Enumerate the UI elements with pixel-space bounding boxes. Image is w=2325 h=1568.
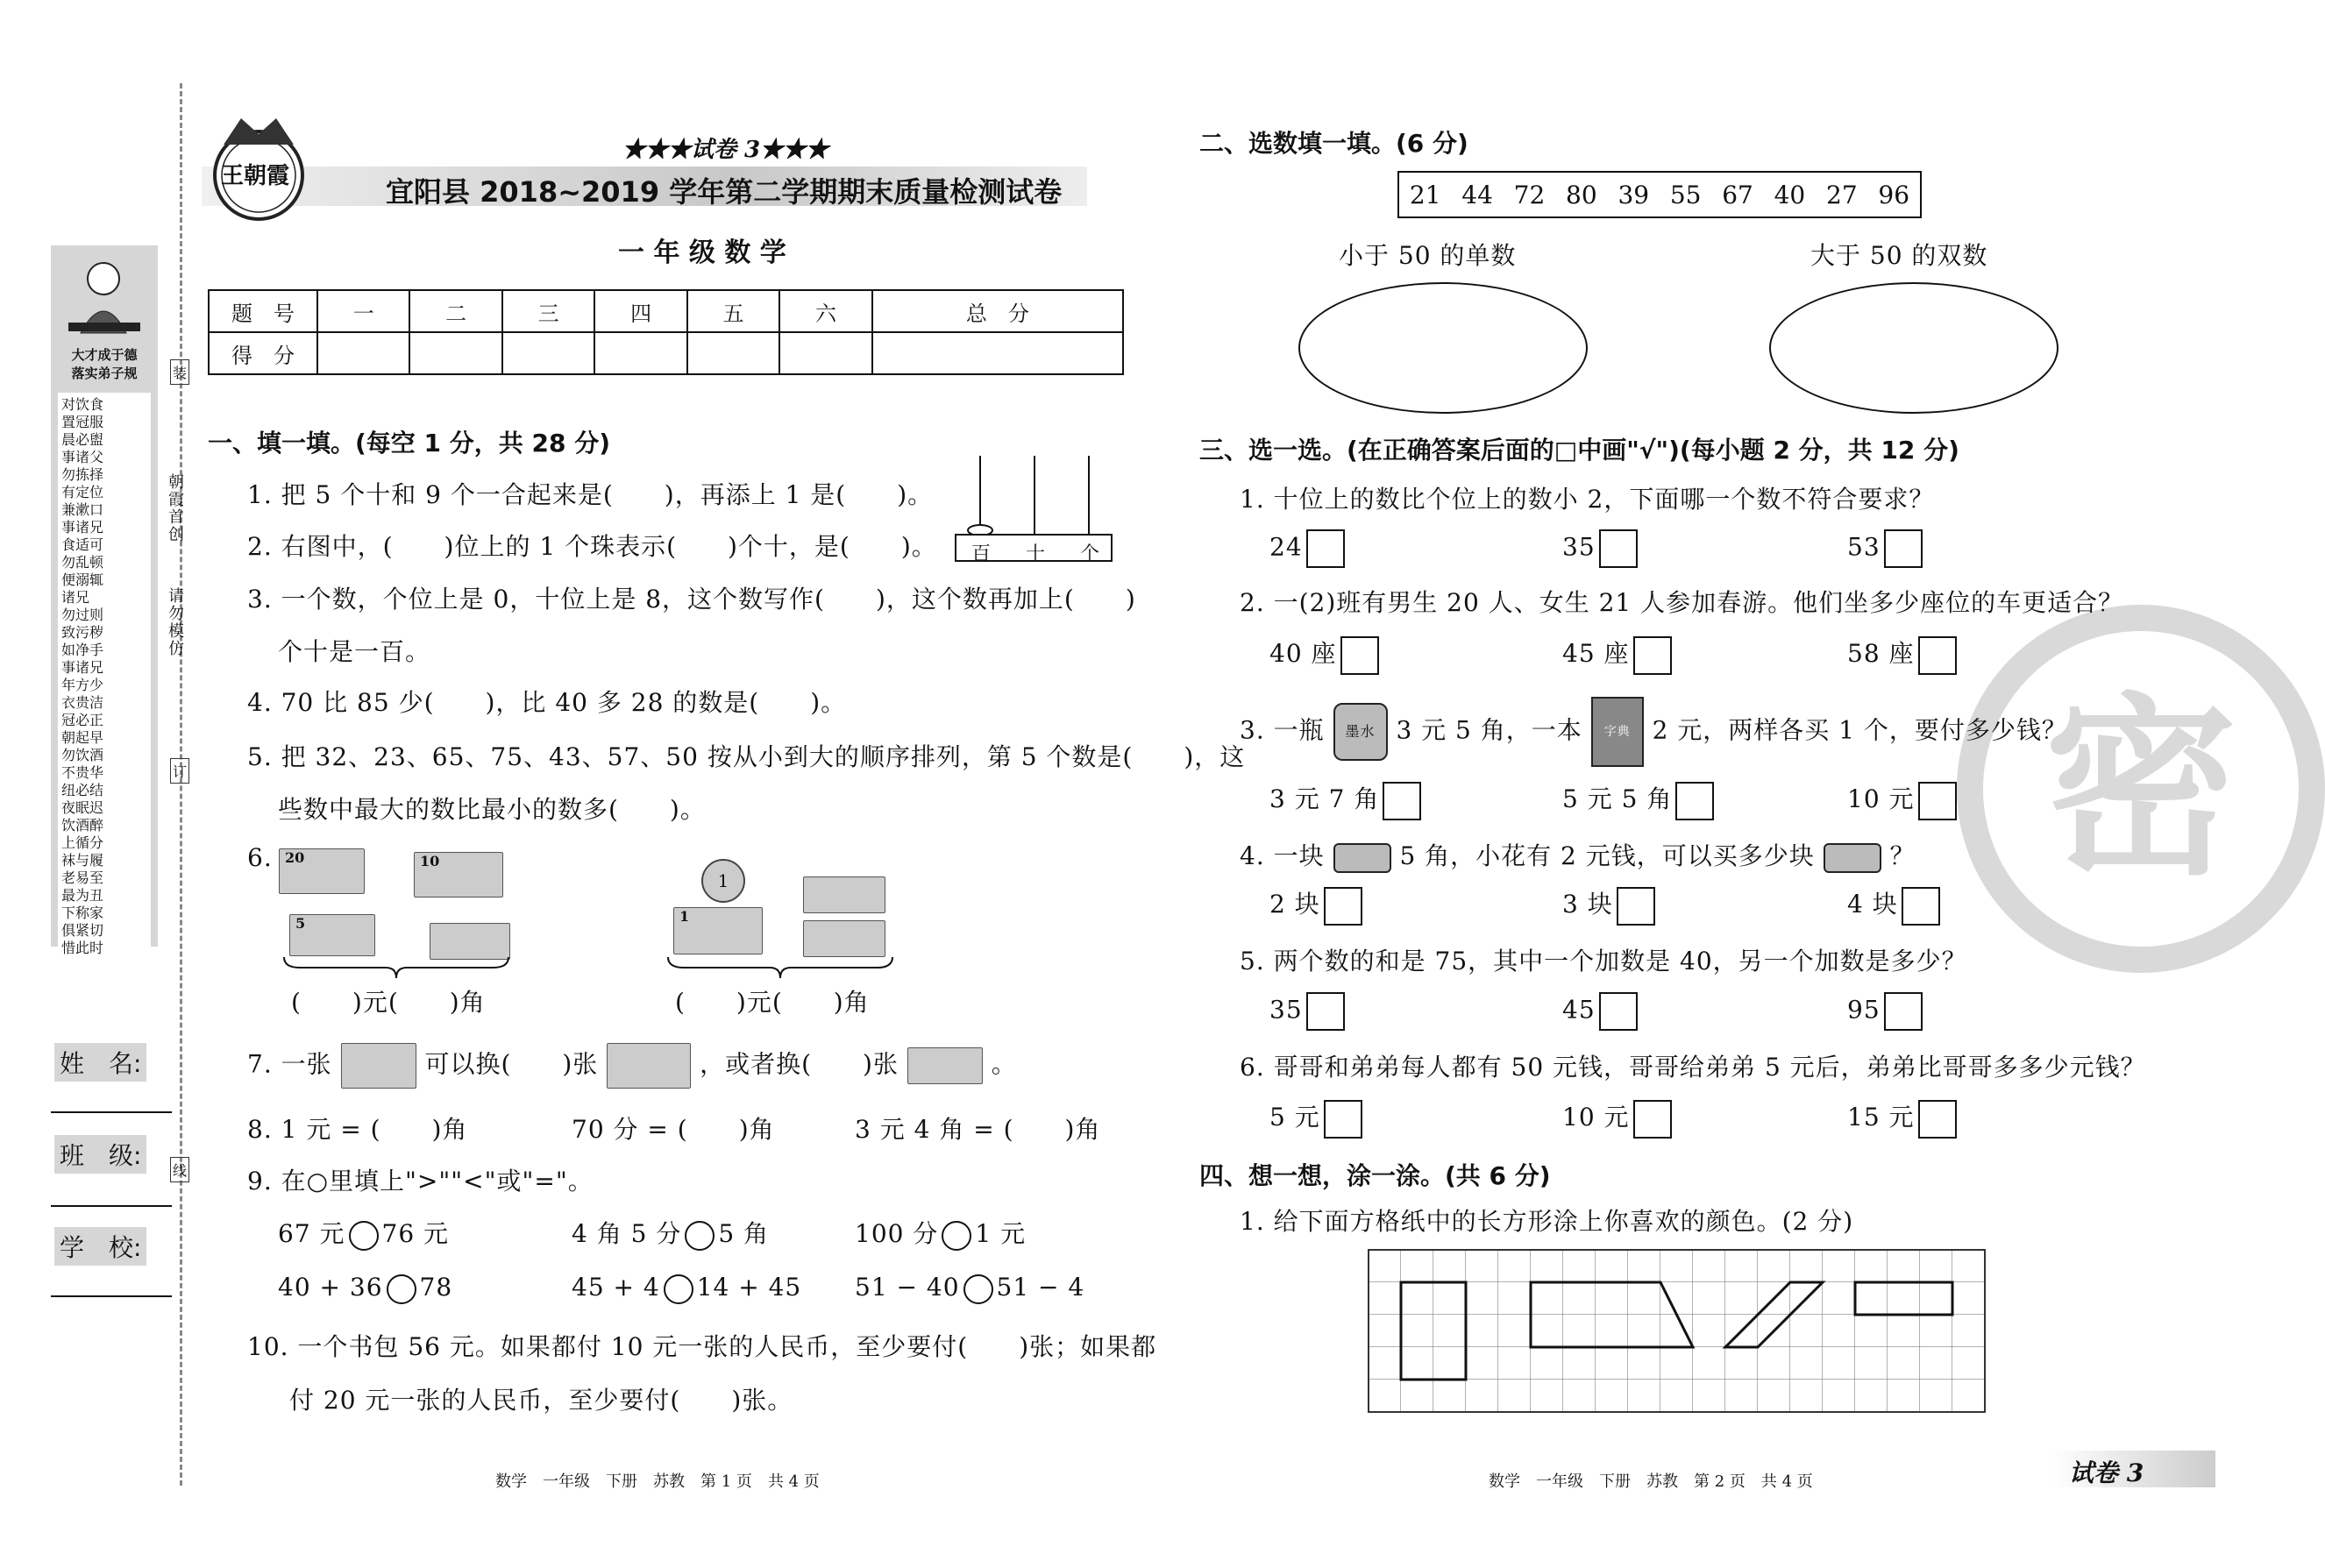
compare-left: 67 元 [278,1219,345,1248]
option [1847,992,1923,1031]
option-label: 3 块 [1562,890,1613,919]
score-header-row [209,290,1123,332]
section4-title: 四、想一想，涂一涂。(共 6 分) [1199,1161,1551,1190]
question-6-label: 6. [247,843,273,872]
option-label: 95 [1847,995,1881,1025]
banknote-5-icon [289,914,375,956]
ink-bottle-icon [1333,703,1388,761]
note-value: 1 [679,908,690,925]
margin-note: 请勿模仿 [166,587,184,657]
compare-left: 100 分 [855,1219,939,1248]
number-item: 40 [1774,180,1806,209]
question-3-line1: 3. 一个数，个位上是 0，十位上是 8，这个数写作( )，这个数再加上( ) [247,585,1136,614]
score-cell: 五 [687,290,779,332]
motto-line: 大才成于德 [71,347,138,363]
option-label: 5 元 [1269,1103,1320,1132]
compare-item [278,1273,452,1304]
proverb-block: 年方少 衣贵洁 冠必正 朝起早 [61,677,104,746]
score-cell: 一 [317,290,409,332]
paper-banner: ★★★试卷 3★★★ [622,137,829,163]
option [1847,529,1923,568]
motto-panel [51,245,158,956]
s3-question-6: 6. 哥哥和弟弟每人都有 50 元钱，哥哥给弟弟 5 元后，弟弟比哥哥多多少元钱？ [1240,1053,2146,1082]
question-10-line1: 10. 一个书包 56 元。如果都付 10 元一张的人民币，至少要付( )张；如果都 [247,1332,1157,1361]
banknote-small-icon [803,876,885,913]
option-label: 4 块 [1847,890,1898,919]
option-label: 2 块 [1269,890,1320,919]
q3-text: 2 元，两样各买 1 个，要付多少钱？ [1652,715,2067,745]
q3-text: 3. 一瓶 [1240,715,1325,745]
compare-right: 14 + 45 [696,1273,802,1302]
s3-question-2: 2. 一(2)班有男生 20 人、女生 21 人参加春游。他们坐多少座位的车更适合？ [1240,588,2124,617]
option [1562,780,1714,820]
compare-circle[interactable] [963,1274,993,1304]
score-input[interactable] [872,332,1123,374]
question-3-line2: 个十是一百。 [278,637,431,666]
option [1562,635,1672,675]
even-set-ellipse[interactable] [1769,282,2058,414]
q4-text: ？ [1889,841,1916,870]
banknote-small-icon [430,923,510,960]
compare-item [855,1215,1026,1251]
option-label: 35 [1269,995,1303,1025]
number-item: 67 [1722,180,1753,209]
score-cell: 题 号 [209,290,317,332]
compare-item [572,1215,769,1251]
question-2: 2. 右图中，( )位上的 1 个珠表示( )个十，是( )。 [247,532,937,561]
score-cell: 总 分 [872,290,1123,332]
answer-box[interactable] [1918,782,1957,820]
option [1269,529,1345,568]
s3-question-4 [1240,837,1916,873]
answer-box[interactable] [1306,529,1345,568]
question-6-answer-2: ( )元( )角 [675,988,870,1017]
compare-right: 1 元 [975,1219,1027,1248]
q3-text: 3 元 5 角，一本 [1396,715,1582,745]
option [1847,780,1957,820]
option [1269,1098,1362,1139]
compare-right: 5 角 [718,1219,770,1248]
compare-circle[interactable] [685,1221,715,1251]
number-strip [1397,171,1922,218]
proverb-block: 食适可 勿乱顿 便溺辄 诸兄 [61,536,104,606]
compare-left: 51 − 40 [855,1273,960,1302]
number-item: 72 [1513,180,1546,209]
option-label: 3 元 7 角 [1269,784,1380,813]
answer-box[interactable] [1884,529,1923,568]
question-10-line2: 付 20 元一张的人民币，至少要付( )张。 [289,1386,793,1415]
compare-right: 51 − 4 [996,1273,1085,1302]
number-item: 27 [1826,180,1858,209]
score-input[interactable] [687,332,779,374]
compare-left: 4 角 5 分 [572,1219,682,1248]
score-input[interactable] [409,332,501,374]
question-5-line2: 些数中最大的数比最小的数多( )。 [278,795,706,824]
footer-left: 数学 一年级 下册 苏教 第 1 页 共 4 页 [495,1472,820,1491]
s4-question-1: 1. 给下面方格纸中的长方形涂上你喜欢的颜色。(2 分) [1240,1207,1854,1236]
answer-box[interactable] [1918,1100,1957,1139]
question-9: 9. 在○里填上">""<"或"="。 [247,1167,594,1196]
class-field[interactable] [51,1205,172,1207]
cut-mark: 线 [170,1157,189,1182]
name-label: 姓 名: [54,1043,146,1082]
school-label: 学 校: [54,1227,146,1266]
banknote-10-icon [907,1047,983,1084]
question-8a: 8. 1 元 = ( )角 [247,1115,468,1144]
score-input[interactable] [779,332,871,374]
note-value: 20 [285,849,305,866]
option [1847,635,1957,675]
compare-item [278,1215,449,1251]
banknote-100-icon [341,1043,416,1089]
brace-icon [282,955,510,980]
eraser-icon [1333,843,1391,873]
odd-set-ellipse[interactable] [1298,282,1588,414]
binding-dashed-line [180,83,182,1486]
q7-text: 7. 一张 [247,1049,332,1079]
score-cell: 六 [779,290,871,332]
banknote-50-icon [607,1043,691,1089]
question-8b: 70 分 = ( )角 [572,1115,775,1144]
compare-circle[interactable] [349,1221,379,1251]
answer-box[interactable] [1918,636,1957,675]
option [1562,529,1638,568]
option-label: 10 元 [1847,784,1915,813]
s3-question-5: 5. 两个数的和是 75，其中一个加数是 40，另一个加数是多少？ [1240,947,1967,976]
coin-value: 1 [717,870,729,891]
q7-text: 可以换( )张 [424,1049,599,1079]
proverb-list [58,393,151,961]
score-value-row [209,332,1123,374]
option [1562,885,1655,926]
answer-box[interactable] [1617,887,1655,926]
number-item: 39 [1618,180,1650,209]
page-tag [2051,1451,2215,1487]
answer-box[interactable] [1324,887,1362,926]
note-value: 5 [295,915,306,932]
abacus-label-tens: 十 [1026,543,1046,565]
compare-circle[interactable] [387,1274,416,1304]
option-label: 10 元 [1562,1103,1630,1132]
abacus-label-hundreds: 百 [971,543,992,565]
question-5-line1: 5. 把 32、23、65、75、43、57、50 按从小到大的顺序排列，第 5 个数是( )，这 [247,742,1246,771]
option [1562,992,1638,1031]
score-table [208,289,1124,375]
answer-box[interactable] [1633,636,1672,675]
q7-text: 。 [991,1049,1017,1079]
even-set-label: 大于 50 的双数 [1810,241,1988,270]
option [1269,885,1362,926]
paper-title: 宜阳县 2018~2019 学年第二学期期末质量检测试卷 [386,175,1063,209]
answer-box[interactable] [1324,1100,1362,1139]
q4-text: 5 角，小花有 2 元钱，可以买多少块 [1399,841,1815,870]
footer-right: 数学 一年级 下册 苏教 第 2 页 共 4 页 [1489,1472,1813,1491]
page-tag-label: 试卷 3 [2069,1458,2144,1487]
abacus-label-ones: 个 [1080,543,1100,565]
option-label: 53 [1847,532,1881,562]
score-cell: 得 分 [209,332,317,374]
number-item: 80 [1566,180,1597,209]
logo-text: 王朝霞 [221,163,290,189]
section2-title: 二、选数填一填。(6 分) [1199,129,1468,158]
compare-item [572,1273,801,1304]
answer-box[interactable] [1633,1100,1672,1139]
banknote-10-icon [414,852,503,898]
score-cell: 二 [409,290,501,332]
answer-box[interactable] [1383,782,1421,820]
proverb-block: 勿饮酒 不贵华 纽必结 夜眠迟 [61,747,104,816]
option [1269,780,1421,820]
proverb-block: 勿过则 致污秽 如净手 事诸兄 [61,607,104,676]
banknote-20-icon [279,848,365,894]
score-cell: 三 [502,290,594,332]
number-item: 44 [1461,180,1493,209]
proverb-block: 饮酒醉 上循分 袜与履 老易至 [61,817,104,886]
score-input[interactable] [502,332,594,374]
school-field[interactable] [51,1295,172,1297]
answer-box[interactable] [1675,782,1714,820]
option [1847,1098,1957,1139]
score-cell: 四 [594,290,686,332]
option [1269,992,1345,1031]
question-8c: 3 元 4 角 = ( )角 [855,1115,1101,1144]
note-value: 10 [420,853,440,869]
cut-mark: 订 [170,758,189,784]
option [1847,885,1940,926]
s3-question-1: 1. 十位上的数比个位上的数小 2，下面哪一个数不符合要求？ [1240,485,1935,514]
number-item: 96 [1878,180,1910,209]
paper-subtitle: 一 年 级 数 学 [618,238,786,268]
compare-right: 76 元 [381,1219,450,1248]
answer-box[interactable] [1884,992,1923,1031]
brace-icon [666,955,896,980]
question-6-answer-1: ( )元( )角 [291,988,486,1017]
option-label: 45 座 [1562,639,1630,668]
option-label: 45 [1562,995,1596,1025]
eraser-icon [1824,843,1881,873]
name-field[interactable] [51,1111,172,1113]
ink-label: 墨水 [1345,723,1376,740]
section3-title: 三、选一选。(在正确答案后面的□中画"√")(每小题 2 分，共 12 分) [1199,436,1959,465]
option [1269,635,1379,675]
seal-stamp [1957,605,2325,973]
question-4: 4. 70 比 85 少( )，比 40 多 28 的数是( )。 [247,688,847,717]
coin-1yuan-icon [701,859,745,903]
grid-paper[interactable] [1368,1249,1992,1415]
q4-text: 4. 一块 [1240,841,1325,870]
compare-left: 40 + 36 [278,1273,383,1302]
s3-question-3 [1240,697,2067,767]
option-label: 24 [1269,532,1303,562]
proverb-block: 对饮食 置冠服 晨必盥 事诸父 [61,396,104,465]
question-1: 1. 把 5 个十和 9 个一合起来是( )，再添上 1 是( )。 [247,480,934,509]
score-input[interactable] [594,332,686,374]
class-label: 班 级: [54,1135,146,1174]
option-label: 58 座 [1847,639,1915,668]
odd-set-label: 小于 50 的单数 [1339,241,1517,270]
option-label: 35 [1562,532,1596,562]
seal-char: 密 [2044,677,2237,901]
number-item: 55 [1669,180,1702,209]
section1-title: 一、填一填。(每空 1 分，共 28 分) [208,429,611,458]
proverb-block: 最为丑 下称家 俱紧切 惜此时 [61,887,104,956]
compare-item [855,1273,1084,1304]
motto-line: 落实弟子规 [71,365,138,381]
banknote-small-icon [803,920,885,957]
answer-box[interactable] [1599,992,1638,1031]
compare-circle[interactable] [664,1274,693,1304]
compare-circle[interactable] [942,1221,971,1251]
score-input[interactable] [317,332,409,374]
option-label: 15 元 [1847,1103,1915,1132]
question-7 [247,1043,1017,1089]
margin-note: 朝霞首创 [166,473,184,543]
answer-box[interactable] [1599,529,1638,568]
proverb-block: 勿拣择 有定位 兼漱口 事诸兄 [61,466,104,536]
option-label: 40 座 [1269,639,1337,668]
answer-box[interactable] [1340,636,1379,675]
scholar-icon [51,245,158,342]
option-label: 5 元 5 角 [1562,784,1673,813]
answer-box[interactable] [1902,887,1940,926]
book-label: 字典 [1603,725,1631,739]
q7-text: ，或者换( )张 [700,1049,899,1079]
banknote-1-icon [673,907,763,954]
compare-right: 78 [419,1273,453,1302]
answer-box[interactable] [1306,992,1345,1031]
cut-mark: 装 [170,359,189,385]
compare-left: 45 + 4 [572,1273,660,1302]
number-item: 21 [1409,180,1441,209]
option [1562,1098,1672,1139]
dictionary-icon [1591,697,1644,767]
